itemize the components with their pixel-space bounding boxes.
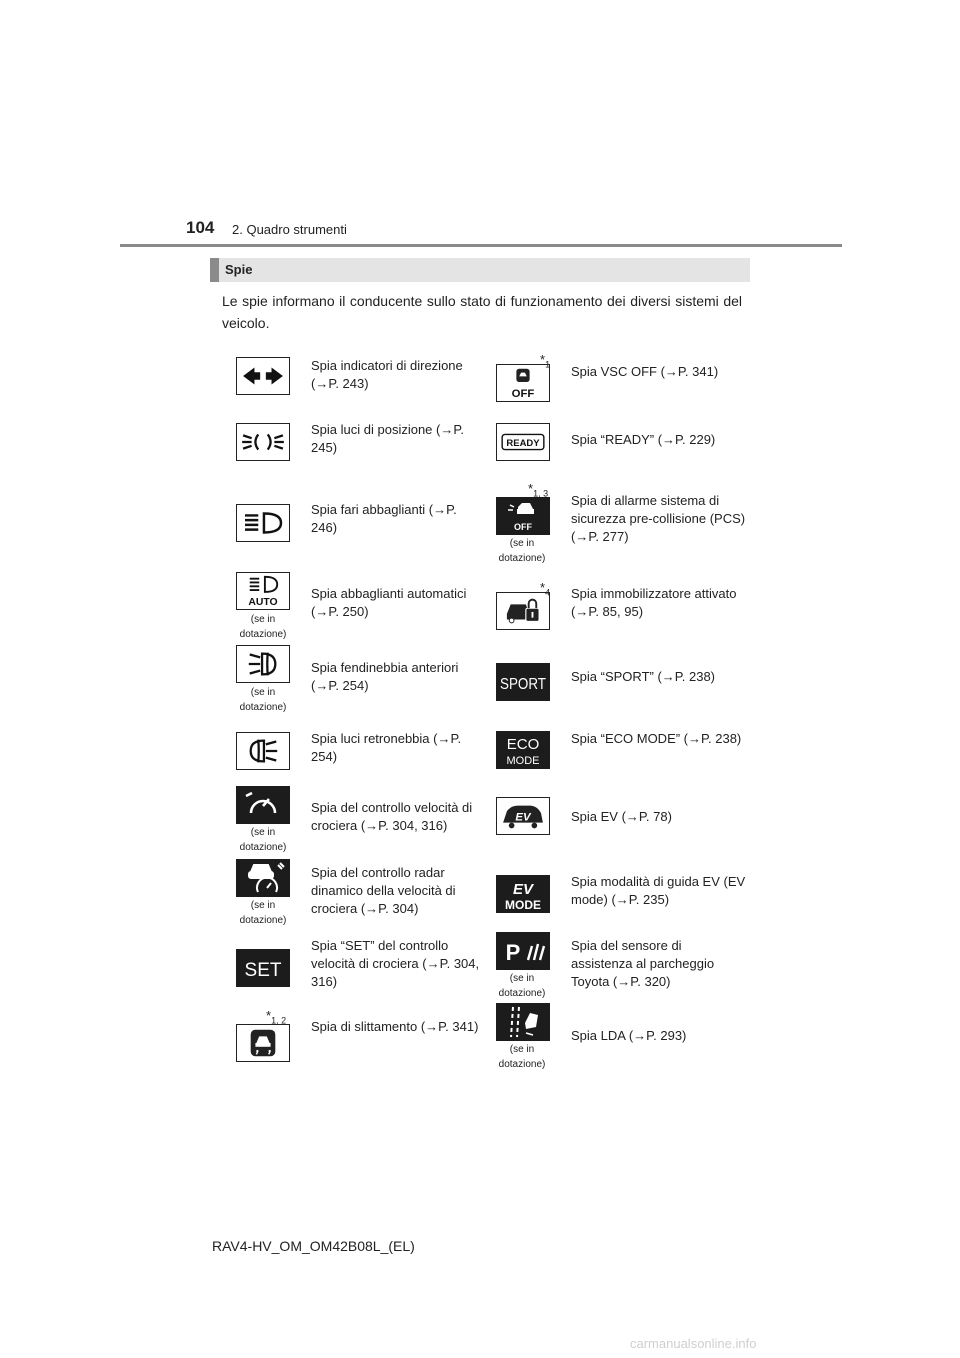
eco-mode-text: MODE	[506, 755, 540, 767]
label-sport: Spia “SPORT” (→P. 238)	[571, 669, 716, 684]
label-turn-signal: Spia indicatori di direzione (→P. 243)	[311, 358, 463, 391]
optional-note: (se in dotazione)	[239, 687, 287, 713]
label-ready: Spia “READY” (→P. 229)	[571, 432, 716, 447]
label-cruise-control: Spia del controllo velocità di crociera (→P. 304, 316)	[311, 800, 473, 833]
turn-signal-icon	[236, 357, 290, 395]
eco-mode-icon	[496, 731, 550, 769]
label-high-beam: Spia fari abbaglianti (→P. 246)	[311, 502, 457, 535]
vsc-off-icon	[496, 364, 550, 402]
cruise-control-icon	[236, 786, 290, 824]
section-bar	[210, 258, 750, 282]
label-position-lights: Spia luci di posizione (→P. 245)	[311, 422, 464, 455]
page-number: 104	[186, 218, 215, 237]
optional-note: (se in dotazione)	[239, 827, 287, 853]
rear-fog-icon	[236, 732, 290, 770]
ev-mode-ev-text: EV	[512, 881, 534, 898]
optional-note: (se in dotazione)	[498, 1044, 546, 1070]
vsc-off-text: OFF	[511, 388, 535, 401]
label-set: Spia “SET” del controllo velocità di crociera (→P. 304, 316)	[311, 938, 480, 989]
label-immobilizer: Spia immobilizzatore attivato (→P. 85, 95)	[571, 586, 737, 619]
auto-high-beam-icon	[236, 572, 290, 610]
high-beam-icon	[236, 504, 290, 542]
pcs-off-text: OFF	[514, 522, 532, 532]
ready-text: READY	[506, 437, 540, 449]
pcs-icon	[496, 497, 550, 535]
set-icon-text: SET	[244, 960, 282, 981]
footnote-marker: $*_{1, 3}$	[528, 481, 549, 499]
position-lights-icon	[236, 423, 290, 461]
footnote-marker: $*_4$	[540, 580, 551, 598]
header-rule	[120, 244, 842, 247]
label-radar-cruise: Spia del controllo radar dinamico della velocità di crociera (→P. 304)	[311, 865, 456, 916]
lda-icon	[496, 1003, 550, 1041]
ev-mode-mode-text: MODE	[505, 898, 541, 912]
intro-text: Le spie informano il conducente sullo stato di funzionamento dei diversi sistemi del veicolo.	[222, 293, 742, 331]
radar-cruise-icon	[236, 859, 290, 897]
label-vsc-off: Spia VSC OFF (→P. 341)	[571, 364, 719, 379]
chapter-title: 2. Quadro strumenti	[232, 222, 347, 237]
footer-code: RAV4-HV_OM_OM42B08L_(EL)	[212, 1238, 415, 1254]
optional-note: (se in dotazione)	[498, 973, 546, 999]
sport-icon	[496, 663, 550, 701]
ev-text: EV	[515, 811, 531, 824]
parking-sensor-icon	[496, 932, 550, 970]
optional-note: (se in dotazione)	[239, 614, 287, 640]
optional-note: (se in dotazione)	[498, 538, 546, 564]
parking-p-text: P	[505, 940, 521, 965]
label-auto-high-beam: Spia abbaglianti automatici (→P. 250)	[311, 586, 467, 619]
label-ev: Spia EV (→P. 78)	[571, 809, 672, 824]
label-front-fog: Spia fendinebbia anteriori (→P. 254)	[311, 660, 459, 693]
set-icon	[236, 949, 290, 987]
sport-text: SPORT	[500, 676, 547, 693]
optional-note: (se in dotazione)	[239, 900, 287, 926]
eco-text: ECO	[506, 736, 540, 753]
ready-icon	[496, 423, 550, 461]
auto-icon-text: AUTO	[248, 597, 278, 609]
label-pcs: Spia di allarme sistema di sicurezza pre-collisione (PCS) (→P. 277)	[571, 493, 746, 544]
watermark: carmanualsonline.info	[630, 1336, 757, 1351]
section-title: Spie	[225, 262, 253, 277]
label-slip: Spia di slittamento (→P. 341)	[311, 1019, 479, 1034]
label-ev-mode: Spia modalità di guida EV (EV mode) (→P. 235)	[571, 874, 746, 907]
label-lda: Spia LDA (→P. 293)	[571, 1028, 687, 1043]
ev-mode-icon	[496, 875, 550, 913]
footnote-marker: $*_{1, 2}$	[266, 1008, 287, 1026]
slip-icon	[236, 1024, 290, 1062]
label-eco-mode: Spia “ECO MODE” (→P. 238)	[571, 731, 742, 746]
immobilizer-icon	[496, 592, 550, 630]
label-rear-fog: Spia luci retronebbia (→P. 254)	[311, 731, 462, 764]
front-fog-icon	[236, 645, 290, 683]
label-parking-sensor: Spia del sensore di assistenza al parcheggio Toyota (→P. 320)	[571, 938, 715, 989]
footnote-marker: $*_1$	[540, 352, 551, 370]
ev-icon	[496, 797, 550, 835]
